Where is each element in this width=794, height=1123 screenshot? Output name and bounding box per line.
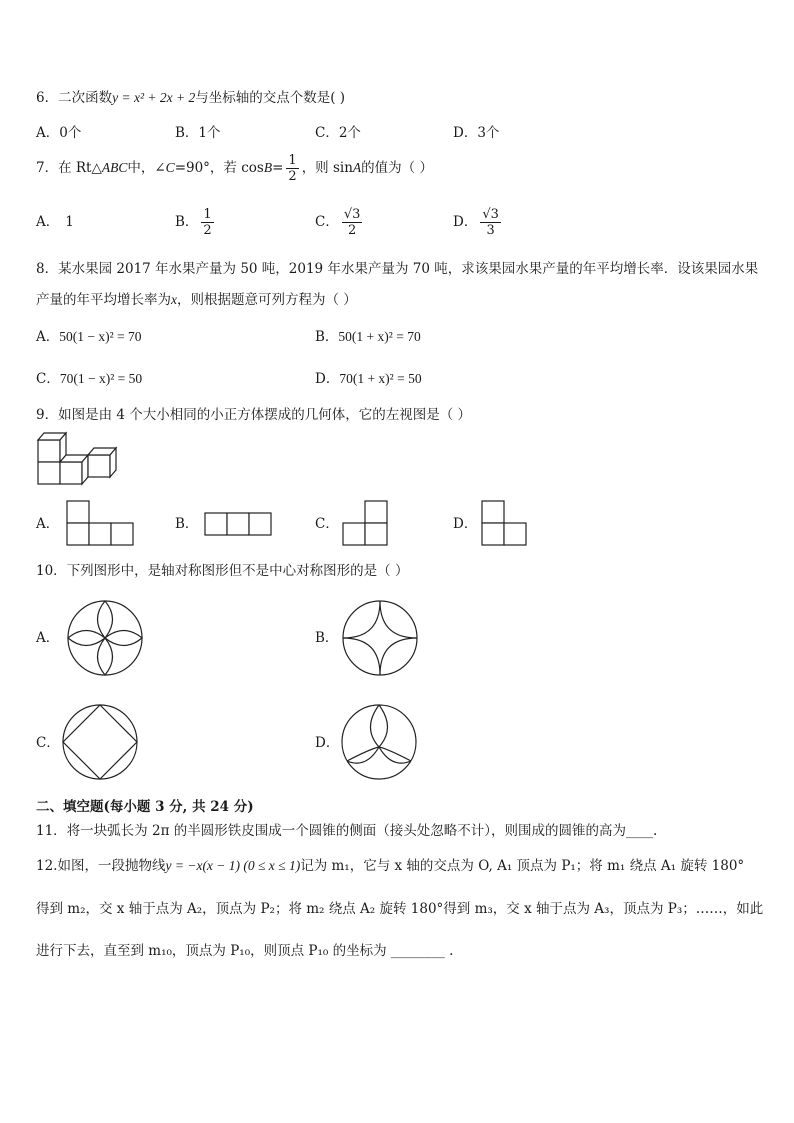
q10-option-a-figure[interactable] (66, 599, 144, 677)
angle-letter: C (165, 160, 175, 175)
option-letter: B． (175, 214, 199, 230)
question-text: 如图是由 4 个大小相同的小正方体摆成的几何体，它的左视图是（ ） (58, 407, 472, 423)
q10-option-b-figure[interactable] (341, 599, 419, 677)
q8-option-d[interactable] (315, 370, 422, 388)
angle-letter: A (352, 160, 362, 175)
question-text: 与坐标轴的交点个数是( ) (195, 90, 346, 106)
numerator: √3 (482, 207, 499, 222)
question-12-stem-line2: 得到 m₂，交 x 轴于点为 A₂，顶点为 P₂；将 m₂ 绕点 A₂ 旋转 180°得到 m₃，交 x 轴于点为 A₃，顶点为 P₃；……，如此 (36, 901, 764, 917)
question-12-stem-line1 (36, 857, 744, 875)
q10-option-b[interactable] (315, 629, 338, 647)
triangle-name: ABC (101, 160, 128, 175)
option-text: 2个 (338, 125, 361, 141)
option-text: 50(1 + x)² = 70 (338, 329, 421, 344)
option-letter: C． (36, 735, 60, 751)
question-10-stem (36, 562, 408, 580)
question-11-stem (36, 822, 657, 840)
question-text: 记为 m₁，它与 x 轴的交点为 O, A₁ 顶点为 P₁；将 m₁ 绕点 A₁ 旋转 180° (300, 858, 745, 874)
q10-option-a[interactable] (36, 629, 59, 647)
question-text: ，则 sin (301, 160, 353, 176)
question-text: 中，∠ (127, 160, 166, 176)
denominator: 2 (203, 223, 212, 238)
option-letter: A． (36, 329, 60, 345)
question-text: =90°，若 cos (174, 160, 264, 176)
question-text: 产量的年平均增长率为 (36, 292, 171, 308)
option-letter: A． (36, 516, 60, 532)
q9-option-b[interactable] (175, 515, 198, 533)
option-letter: C． (315, 125, 339, 141)
option-letter: A． (36, 630, 60, 646)
option-letter: D． (315, 371, 340, 387)
question-text: 二次函数 (58, 90, 113, 106)
variable: x (171, 292, 177, 307)
question-number: 11． (36, 823, 67, 839)
denominator: 2 (347, 223, 357, 238)
question-text: 在 Rt△ (58, 160, 102, 176)
q6-option-a[interactable] (36, 124, 81, 142)
q9-option-d[interactable] (453, 515, 477, 533)
question-9-stem (36, 406, 471, 424)
q8-option-a[interactable] (36, 328, 142, 346)
option-letter: B． (315, 630, 339, 646)
q7-option-b[interactable] (175, 204, 217, 240)
option-letter: C． (36, 371, 60, 387)
q9-option-b-figure[interactable] (204, 512, 274, 538)
question-number: 7． (36, 160, 59, 176)
question-8-stem-line2 (36, 291, 357, 309)
numerator: 1 (203, 207, 212, 222)
option-letter: B． (315, 329, 339, 345)
question-number: 9． (36, 407, 59, 423)
numerator: √3 (343, 207, 361, 222)
question-text: 的值为（ ） (361, 160, 433, 176)
fraction (201, 207, 213, 238)
q9-option-c[interactable] (315, 515, 339, 533)
option-letter: D． (453, 214, 478, 230)
option-text: 50(1 − x)² = 70 (59, 329, 142, 344)
q9-option-d-figure[interactable] (481, 500, 529, 546)
question-number: 12. (36, 858, 58, 874)
q10-option-c[interactable] (36, 734, 60, 752)
formula: y = x² + 2x + 2 (112, 90, 196, 105)
option-letter: D． (315, 735, 340, 751)
q6-option-d[interactable] (453, 124, 499, 142)
option-text: 0个 (59, 125, 82, 141)
option-letter: D． (453, 516, 478, 532)
formula: y = −x(x − 1) (0 ≤ x ≤ 1) (165, 858, 301, 873)
option-letter: C． (315, 516, 339, 532)
question-text: 如图，一段抛物线 (57, 858, 166, 874)
equals-sign: = (272, 160, 284, 176)
q8-option-c[interactable] (36, 370, 142, 388)
option-letter: B． (175, 125, 199, 141)
q7-option-a[interactable] (36, 213, 74, 231)
option-text: 70(1 + x)² = 50 (339, 371, 422, 386)
question-number: 8． (36, 261, 59, 277)
question-number: 6． (36, 90, 59, 106)
q7-option-d[interactable] (453, 204, 504, 240)
option-letter: A． (36, 214, 60, 230)
question-7-stem (36, 152, 433, 184)
q9-option-a[interactable] (36, 515, 59, 533)
question-text: ，则根据题意可列方程为（ ） (177, 292, 357, 308)
cube-solid-figure (36, 430, 136, 490)
denominator: 3 (486, 223, 495, 238)
q10-option-c-figure[interactable] (61, 703, 139, 781)
q6-option-b[interactable] (175, 124, 221, 142)
question-text: 将一块弧长为 2π 的半圆形铁皮围成一个圆锥的侧面（接头处忽略不计），则围成的圆锥的高为____. (66, 823, 658, 839)
question-text: 下列图形中，是轴对称图形但不是中心对称图形的是（ ） (66, 563, 409, 579)
q8-option-b[interactable] (315, 328, 421, 346)
question-6-stem (36, 89, 345, 107)
option-letter: B． (175, 516, 199, 532)
option-text: 1个 (198, 125, 221, 141)
q10-option-d[interactable] (315, 734, 339, 752)
question-number: 10． (36, 563, 67, 579)
question-12-stem-line3: 进行下去，直至到 m₁₀，顶点为 P₁₀，则顶点 P₁₀ 的坐标为 ________ . (36, 943, 454, 959)
angle-letter: B (263, 160, 273, 175)
q6-option-c[interactable] (315, 124, 361, 142)
q9-option-a-figure[interactable] (66, 500, 136, 546)
option-letter: D． (453, 125, 478, 141)
q7-option-c[interactable] (315, 204, 365, 240)
denominator: 2 (288, 169, 297, 184)
section-title: 二、填空题(每小题 3 分, 共 24 分) (36, 799, 254, 815)
option-letter: C． (315, 214, 339, 230)
fraction (480, 207, 501, 238)
question-8-stem-line1 (36, 260, 758, 278)
option-text: 3个 (477, 125, 500, 141)
option-text: 70(1 − x)² = 50 (59, 371, 143, 386)
q9-option-c-figure[interactable] (342, 500, 390, 546)
numerator: 1 (288, 153, 297, 168)
fraction (286, 153, 298, 184)
option-letter: A． (36, 125, 60, 141)
fraction (342, 207, 363, 238)
option-text: 1 (65, 214, 74, 230)
question-text: 某水果园 2017 年水果产量为 50 吨，2019 年水果产量为 70 吨，求该果园水果产量的年平均增长率．设该果园水果 (58, 261, 759, 277)
q10-option-d-figure[interactable] (340, 703, 418, 781)
